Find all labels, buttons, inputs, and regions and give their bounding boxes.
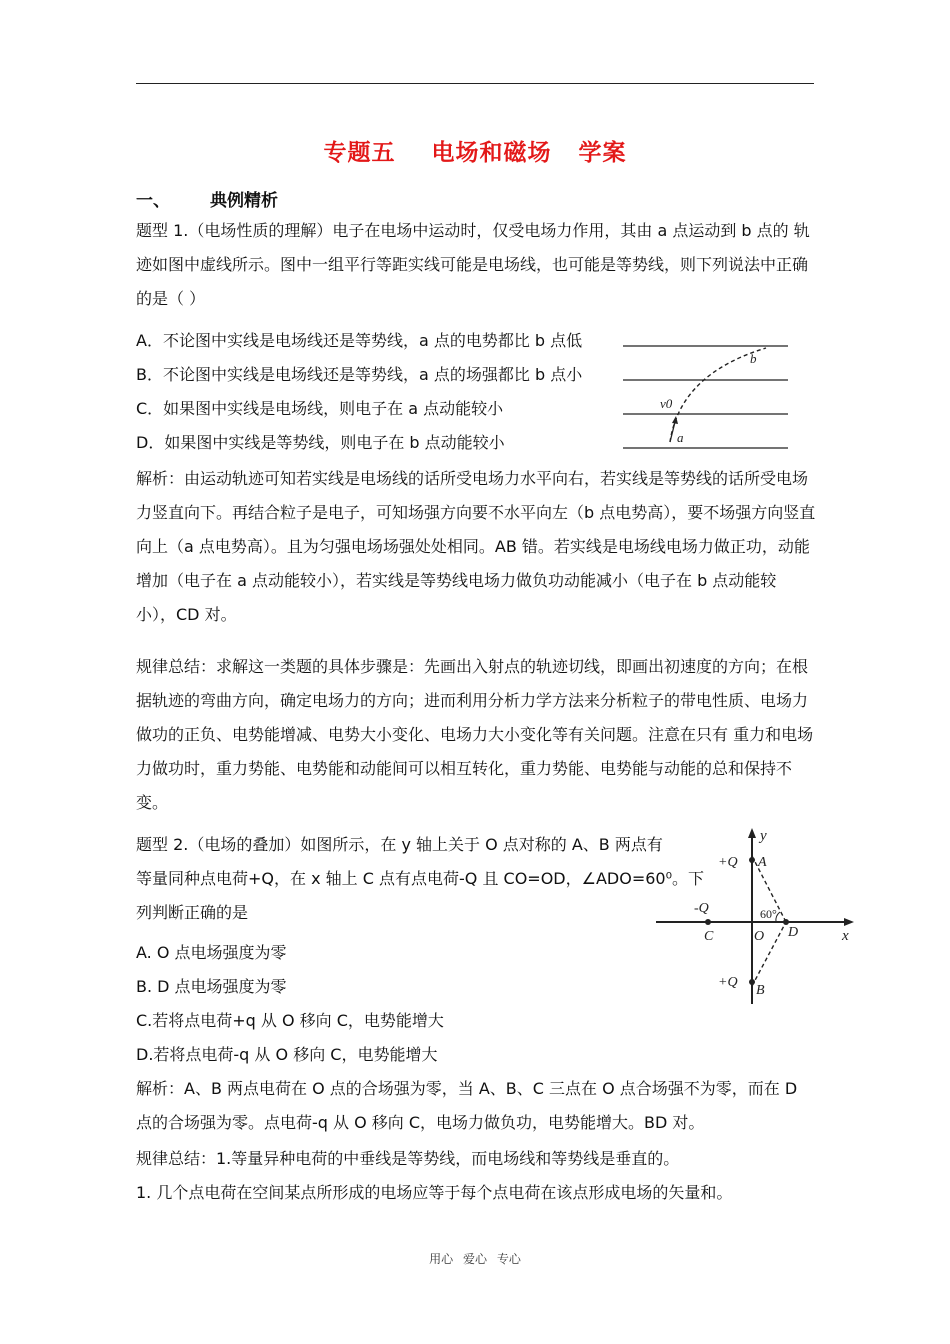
charge-b [749,979,755,985]
q2-option-a: A. O 点电场强度为零 [136,943,287,962]
q2-figure [652,826,858,1006]
label-a: a [677,430,684,445]
q1-summary: 规律总结：求解这一类题的具体步骤是：先画出入射点的轨迹切线，即画出初速度的方向；在根据轨迹的弯曲方向，确定电场力的方向；进而利用分析力学方法来分析粒子的带电性质、电场力做功的正负、电势能增减、电势大小变化、电场力大小变化等有关问题。注意在只有 重力和电场力做功时，重力势能、电势能和动能间可以相互转化，重力势能、电势能与动能的总和保持不变。 [136,657,814,812]
charge-a [749,857,755,863]
label-A: A [758,855,767,870]
q1-figure [618,336,793,452]
q1-option-d: D．如果图中实线是等势线，则电子在 b 点动能较小 [136,433,505,452]
label-O: O [754,929,765,944]
page-title: 专题五 电场和磁场 学案 [323,140,627,166]
footer-word-3: 专心 [496,1252,521,1266]
label-angle: 60° [760,907,777,921]
page-footer [0,1250,950,1267]
q1-analysis: 解析：由运动轨迹可知若实线是电场线的话所受电场力水平向右，若实线是等势线的话所受电场力竖直向下。再结合粒子是电子，可知场强方向要不水平向左（b 点电势高），要不场强方向竖直向上（a 点电势高）。且为匀强电场场强处处相同。AB 错。若实线是电场线电场力做正功，动能增加（电子在 a 点动能较小），若实线是等势线电场力做负功动能减小（电子在 b 点动能较小），CD 对。 [136,469,816,624]
q2-stem-line-3: 列判断正确的是 [136,903,249,922]
q1-option-c: C．如果图中实线是电场线，则电子在 a 点动能较小 [136,399,504,418]
label-y: y [760,828,767,844]
q2-option-c: C.若将点电荷+q 从 O 移向 C，电势能增大 [136,1011,444,1030]
label-x: x [842,928,849,944]
label-plusQ-bottom: +Q [718,975,738,990]
section-heading [136,186,318,211]
q1-option-a: A．不论图中实线是电场线还是等势线，a 点的电势都比 b 点低 [136,331,583,350]
q2-stem-line-2: 等量同种点电荷+Q，在 x 轴上 C 点有点电荷-Q 且 CO=OD，∠ADO=60⁰。下 [136,869,704,888]
q2-analysis: 解析：A、B 两点电荷在 O 点的合场强为零，当 A、B、C 三点在 O 点合场强不为零，而在 D 点的合场强为零。点电荷-q 从 O 移向 C，电场力做负功，电势能增大。BD 对。 [136,1079,798,1132]
label-B: B [756,983,765,998]
footer-word-1: 用心 [429,1252,454,1266]
velocity-arrow [670,422,675,442]
section-label: 典例精析 [210,191,278,211]
q2-summary-1: 规律总结：1.等量异种电荷的中垂线是等势线，而电场线和等势线是垂直的。 [136,1149,680,1168]
footer-word-2: 爱心 [462,1252,487,1266]
label-C: C [704,929,714,944]
header-rule [136,83,814,84]
q2-stem-line-1: 题型 2.（电场的叠加）如图所示，在 y 轴上关于 O 点对称的 A、B 两点有 [136,835,663,854]
label-plusQ-top: +Q [718,855,738,870]
label-D: D [788,925,799,940]
q2-summary-2: 1. 几个点电荷在空间某点所形成的电场应等于每个点电荷在该点形成电场的矢量和。 [136,1183,733,1202]
section-number: 一、 [136,191,170,211]
q2-option-b: B. D 点电场强度为零 [136,977,287,996]
q1-stem: 题型 1.（电场性质的理解）电子在电场中运动时，仅受电场力作用，其由 a 点运动到 b 点的 轨迹如图中虚线所示。图中一组平行等距实线可能是电场线，也可能是等势线，则下列说法中正确的是（ ） [136,221,810,308]
q1-option-b: B．不论图中实线是电场线还是等势线，a 点的场强都比 b 点小 [136,365,583,384]
label-b: b [750,351,757,366]
q2-option-d: D.若将点电荷-q 从 O 移向 C，电势能增大 [136,1045,438,1064]
label-v0: v0 [660,396,673,411]
label-minusQ: -Q [694,901,709,916]
charge-c [705,919,711,925]
